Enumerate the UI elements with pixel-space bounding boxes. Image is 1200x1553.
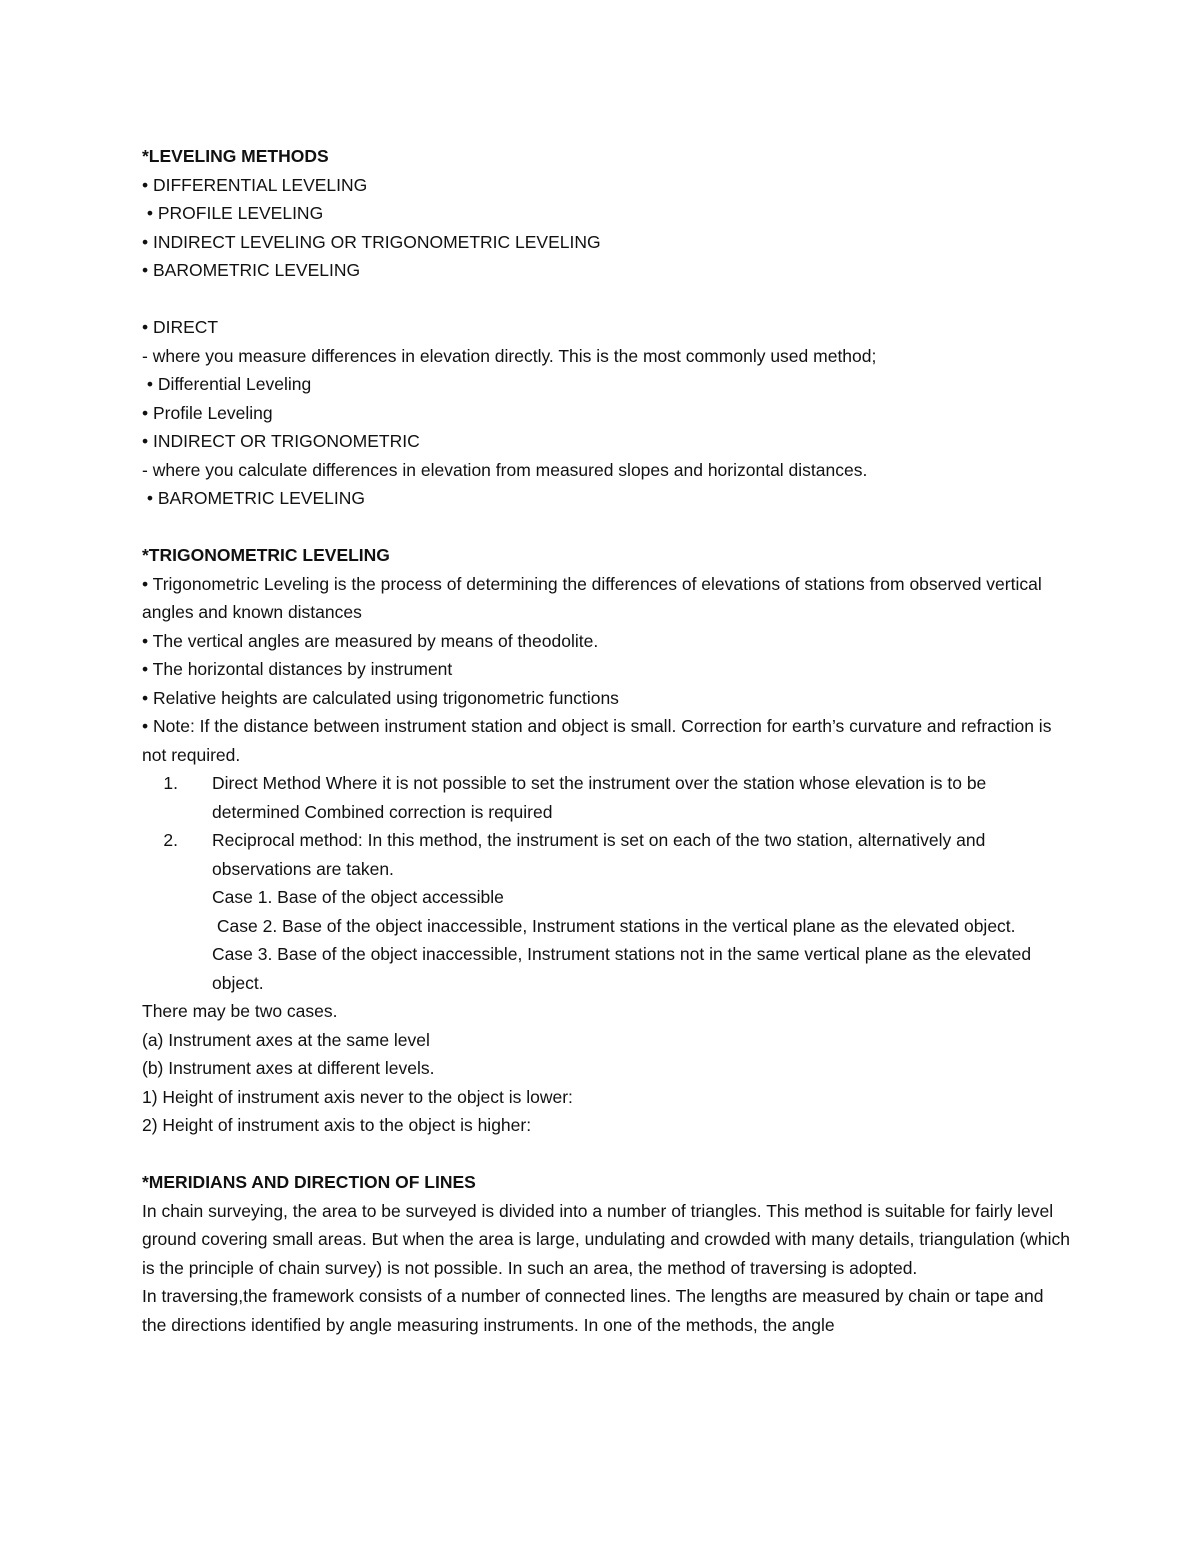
item-text: Reciprocal method: In this method, the instrument is set on each of the two station, alternatively and observations are taken.: [212, 830, 986, 879]
case-line: Case 2. Base of the object inaccessible, Instrument stations in the vertical plane as the elevated object.: [212, 915, 1016, 936]
spacer: [142, 1140, 1072, 1169]
leveling-methods-heading: *LEVELING METHODS: [142, 146, 329, 166]
list-item: • Differential Leveling: [142, 374, 312, 394]
indirect-description: - where you calculate differences in elevation from measured slopes and horizontal distances.: [142, 459, 868, 480]
list-item: • INDIRECT LEVELING OR TRIGONOMETRIC LEVELING: [142, 231, 601, 252]
paragraph: In chain surveying, the area to be surveyed is divided into a number of triangles. This method is suitable for fairly level ground covering small areas. But when the area is large, undulating and crowded with many details, triangulation (which is the principle of chain survey) is not possible. In such an area, the method of traversing is adopted.: [142, 1200, 1071, 1278]
paragraph: • Trigonometric Leveling is the process of determining the differences of elevations of stations from observed vertical angles and known distances: [142, 573, 1042, 622]
paragraph: • Relative heights are calculated using trigonometric functions: [142, 687, 619, 708]
list-item: • DIFFERENTIAL LEVELING: [142, 174, 368, 195]
trigonometric-heading: *TRIGONOMETRIC LEVELING: [142, 545, 390, 565]
list-item: • Profile Leveling: [142, 402, 273, 423]
spacer: [142, 513, 1072, 542]
paragraph: 1) Height of instrument axis never to the object is lower:: [142, 1086, 573, 1107]
numbered-item: [142, 826, 1072, 883]
meridians-heading: *MERIDIANS AND DIRECTION OF LINES: [142, 1172, 476, 1192]
spacer: [142, 285, 1072, 314]
paragraph: (a) Instrument axes at the same level: [142, 1029, 430, 1050]
document-body: [142, 142, 1072, 1339]
case-line: Case 1. Base of the object accessible: [212, 887, 504, 907]
list-item: • BAROMETRIC LEVELING: [142, 488, 365, 508]
case-line: Case 3. Base of the object inaccessible, Instrument stations not in the same vertical plane as the elevated object.: [212, 944, 1032, 993]
direct-title: • DIRECT: [142, 317, 219, 337]
numbered-item: [142, 769, 1072, 826]
direct-description: - where you measure differences in elevation directly. This is the most commonly used method;: [142, 345, 877, 366]
list-item: • PROFILE LEVELING: [142, 203, 324, 223]
list-item: • BAROMETRIC LEVELING: [142, 260, 361, 280]
paragraph: • Note: If the distance between instrument station and object is small. Correction for earth’s curvature and refraction is not required.: [142, 716, 1052, 765]
item-text: Direct Method Where it is not possible to set the instrument over the station whose elevation is to be determined Combined correction is required: [212, 773, 987, 822]
paragraph: In traversing,the framework consists of a number of connected lines. The lengths are measured by chain or tape and the directions identified by angle measuring instruments. In one of the methods, the angle: [142, 1286, 1044, 1335]
paragraph: (b) Instrument axes at different levels.: [142, 1058, 435, 1078]
paragraph: There may be two cases.: [142, 1001, 338, 1021]
item-number: 2.: [163, 830, 178, 850]
indirect-title: • INDIRECT OR TRIGONOMETRIC: [142, 431, 420, 451]
paragraph: • The vertical angles are measured by means of theodolite.: [142, 630, 599, 651]
paragraph: 2) Height of instrument axis to the object is higher:: [142, 1115, 532, 1135]
paragraph: • The horizontal distances by instrument: [142, 659, 453, 679]
item-number: 1.: [163, 773, 178, 793]
